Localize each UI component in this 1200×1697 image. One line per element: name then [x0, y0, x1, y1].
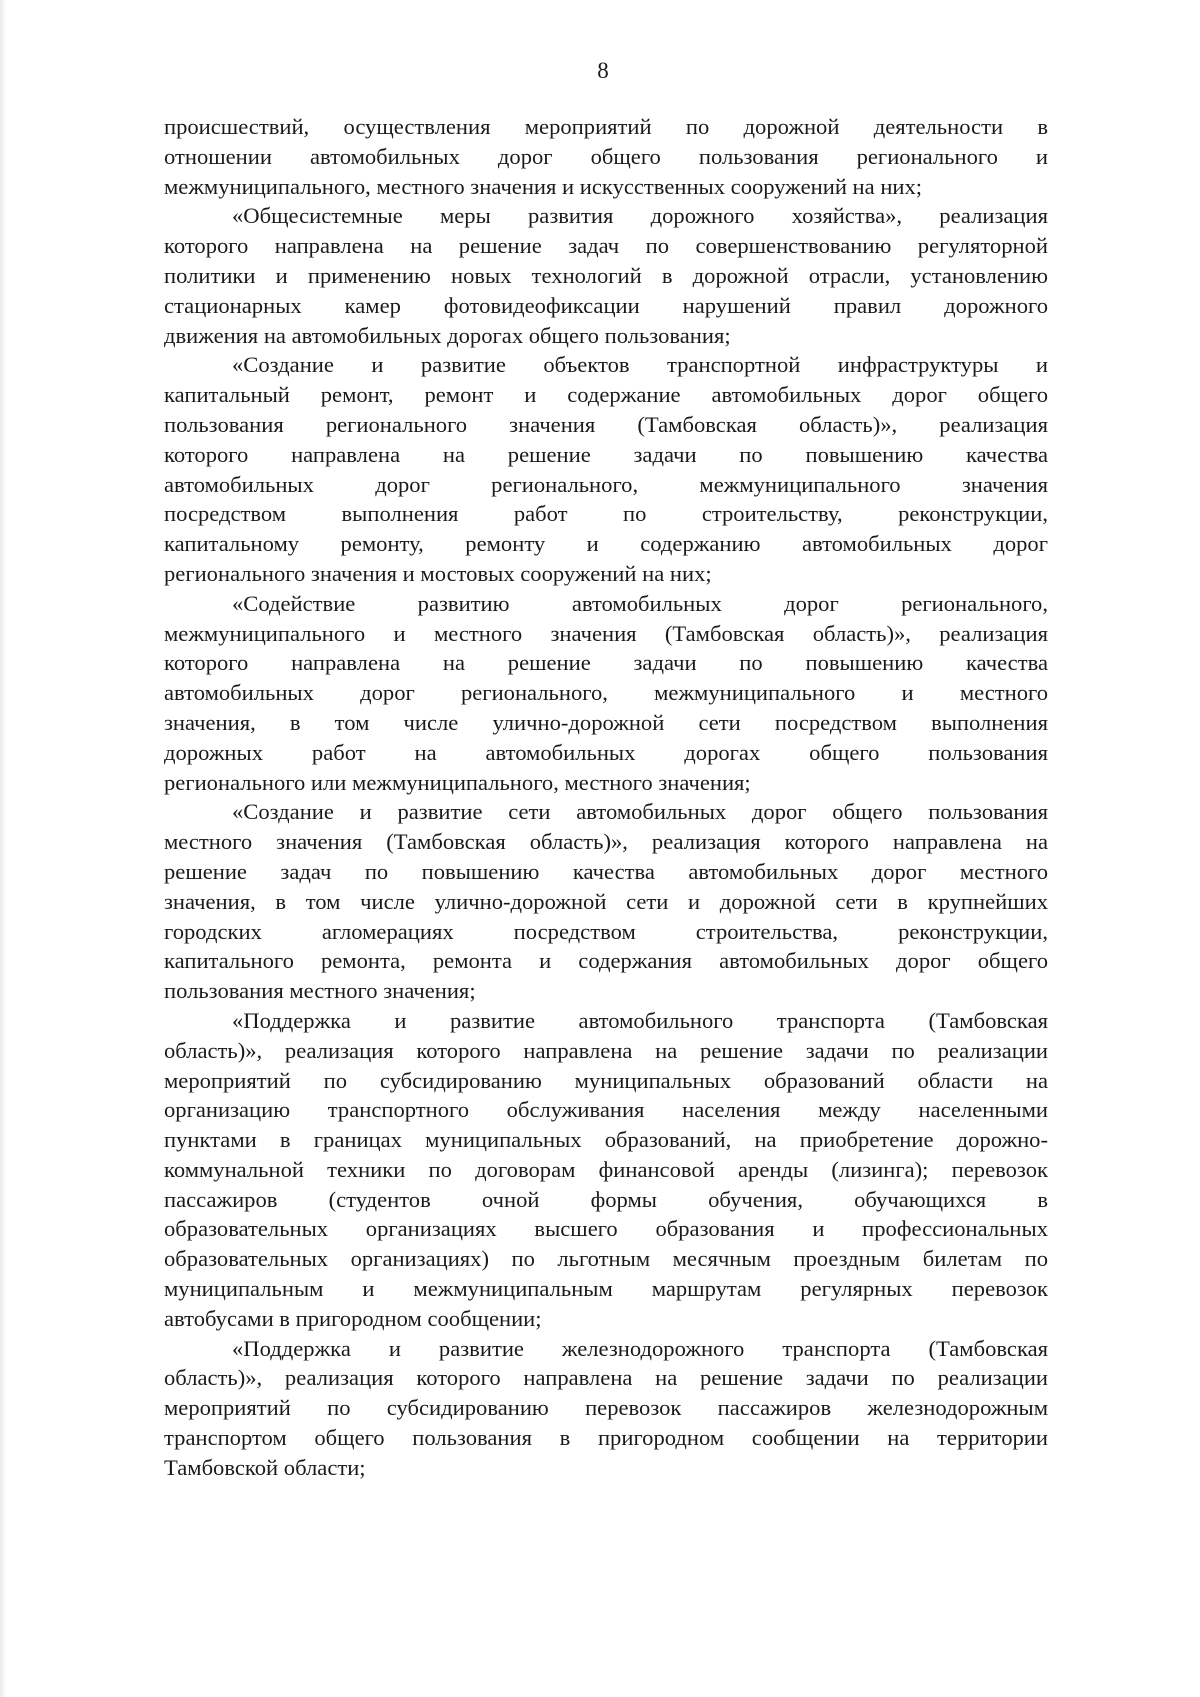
text-line: которого направлена на решение задачи по повышению качества [164, 650, 1048, 676]
text-line: которого направлена на решение задачи по повышению качества [164, 441, 1048, 467]
text-line: транспортом общего пользования в пригородном сообщении на территории [164, 1425, 1048, 1451]
text-line: автомобильных дорог регионального, межмуниципального значения [164, 471, 1048, 497]
paragraph [164, 589, 1048, 798]
text-line: пассажиров (студентов очной формы обучения, обучающихся в [164, 1186, 1048, 1212]
text-line: капитальному ремонту, ремонту и содержанию автомобильных дорог [164, 531, 1048, 557]
text-line: «Поддержка и развитие автомобильного транспорта (Тамбовская [232, 1007, 1048, 1033]
text-line: коммунальной техники по договорам финансовой аренды (лизинга); перевозок [164, 1156, 1048, 1182]
text-line: капитального ремонта, ремонта и содержания автомобильных дорог общего [164, 948, 1048, 974]
text-line: «Создание и развитие сети автомобильных дорог общего пользования [232, 799, 1048, 825]
text-line: автобусами в пригородном сообщении; [164, 1305, 542, 1331]
text-line: пользования регионального значения (Тамбовская область)», реализация [164, 411, 1048, 437]
paragraph [164, 1334, 1048, 1483]
text-line: происшествий, осуществления мероприятий по дорожной деятельности в [164, 114, 1048, 139]
scan-edge [0, 0, 6, 1697]
paragraph [164, 1006, 1048, 1334]
text-line: «Общесистемные меры развития дорожного хозяйства», реализация [232, 203, 1048, 229]
text-line: муниципальным и межмуниципальным маршрутам регулярных перевозок [164, 1276, 1048, 1302]
text-line: дорожных работ на автомобильных дорогах общего пользования [164, 739, 1048, 765]
text-line: межмуниципального, местного значения и искусственных сооружений на них; [164, 173, 923, 199]
text-line: пунктами в границах муниципальных образований, на приобретение дорожно- [164, 1127, 1048, 1153]
text-line: посредством выполнения работ по строительству, реконструкции, [164, 501, 1048, 527]
text-line: «Поддержка и развитие железнодорожного транспорта (Тамбовская [232, 1335, 1048, 1361]
document-body [164, 112, 1048, 1483]
text-line: мероприятий по субсидированию муниципальных образований области на [164, 1067, 1048, 1093]
text-line: автомобильных дорог регионального, межмуниципального и местного [164, 680, 1048, 706]
paragraph [164, 350, 1048, 588]
text-line: образовательных организациях высшего образования и профессиональных [164, 1216, 1048, 1242]
text-line: капитальный ремонт, ремонт и содержание автомобильных дорог общего [164, 382, 1048, 408]
text-line: движения на автомобильных дорогах общего пользования; [164, 322, 731, 348]
text-line: организацию транспортного обслуживания населения между населенными [164, 1097, 1048, 1123]
text-line: образовательных организациях) по льготным месячным проездным билетам по [164, 1246, 1048, 1272]
text-line: Тамбовской области; [164, 1454, 366, 1480]
text-line: решение задач по повышению качества автомобильных дорог местного [164, 858, 1048, 884]
text-line: пользования местного значения; [164, 978, 476, 1004]
text-line: отношении автомобильных дорог общего пользования регионального и [164, 143, 1048, 169]
text-line: политики и применению новых технологий в дорожной отрасли, установлению [164, 262, 1048, 288]
text-line: область)», реализация которого направлена на решение задачи по реализации [164, 1365, 1048, 1391]
text-line: «Создание и развитие объектов транспортной инфраструктуры и [232, 352, 1048, 378]
text-line: регионального значения и мостовых сооружений на них; [164, 560, 712, 586]
paragraph [164, 201, 1048, 350]
text-line: регионального или межмуниципального, местного значения; [164, 769, 751, 795]
text-line: «Содействие развитию автомобильных дорог регионального, [232, 590, 1048, 616]
text-line: межмуниципального и местного значения (Тамбовская область)», реализация [164, 620, 1048, 646]
page-number: 8 [597, 58, 609, 83]
text-line: местного значения (Тамбовская область)», реализация которого направлена на [164, 829, 1048, 855]
paragraph [164, 112, 1048, 201]
text-line: которого направлена на решение задач по совершенствованию регуляторной [164, 233, 1048, 259]
text-line: городских агломерациях посредством строительства, реконструкции, [164, 918, 1048, 944]
text-line: область)», реализация которого направлена на решение задачи по реализации [164, 1037, 1048, 1063]
text-line: мероприятий по субсидированию перевозок пассажиров железнодорожным [164, 1395, 1048, 1421]
text-line: стационарных камер фотовидеофиксации нарушений правил дорожного [164, 292, 1048, 318]
paragraph [164, 797, 1048, 1006]
text-line: значения, в том числе улично-дорожной сети и дорожной сети в крупнейших [164, 888, 1048, 914]
text-line: значения, в том числе улично-дорожной сети посредством выполнения [164, 709, 1048, 735]
